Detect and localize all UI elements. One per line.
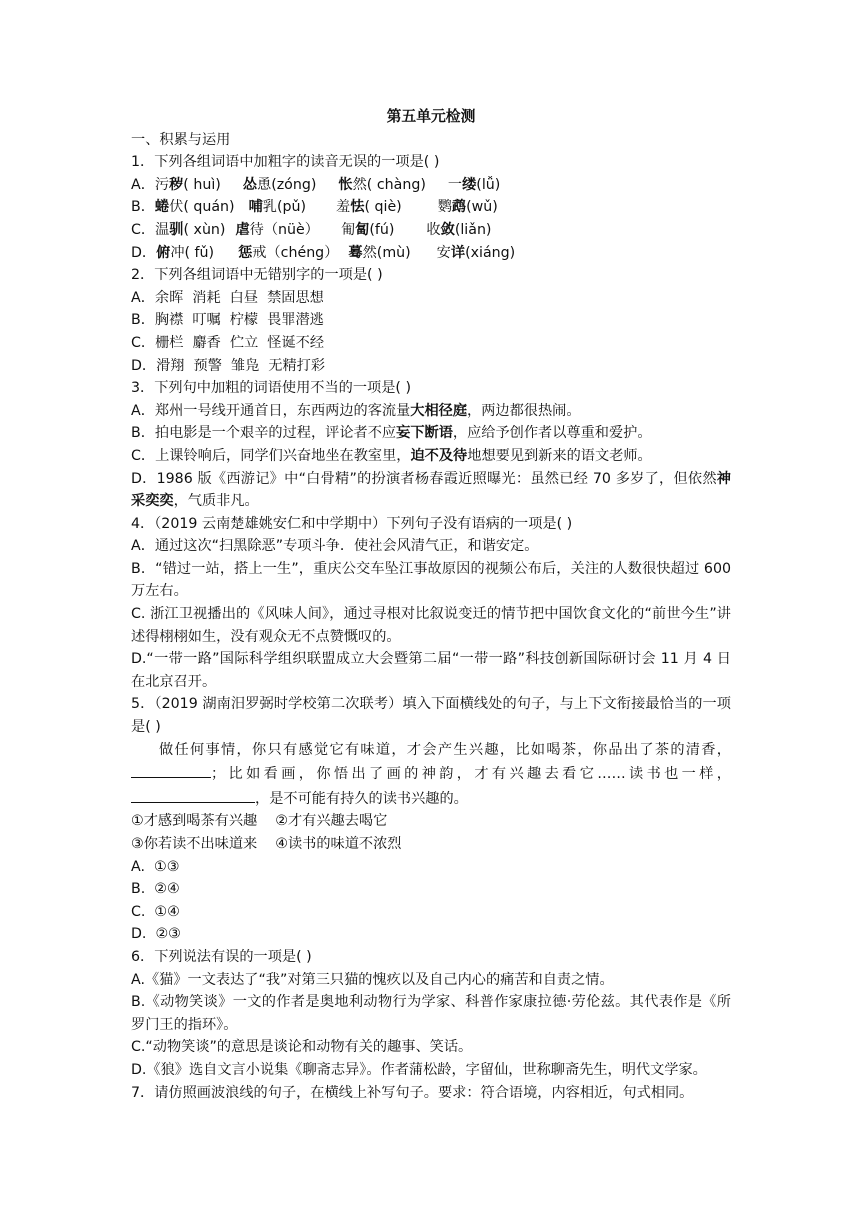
question-1-option-c: C．温驯( xùn) 虐待（nüè） 匍匐(fú) 收敛(liǎn): [131, 221, 492, 238]
question-5-passage: 做任何事情，你只有感觉它有味道，才会产生兴趣，比如喝茶，你品出了茶的清香，；比如看画，你悟出了画的神韵，才有兴趣去看它……读书也一样，，是不可能有持久的读书兴趣的。: [131, 739, 731, 811]
question-5-option-c: C. ①④: [131, 903, 180, 920]
question-6-stem: 6．下列说法有误的一项是( ): [131, 948, 312, 965]
question-1-option-a: A．污秽( huì) 怂恿(zóng) 怅然( chàng) 一缕(lǚ): [131, 176, 501, 193]
question-6-option-d: D.《狼》选自文言小说集《聊斋志异》。作者蒲松龄，字留仙，世称聊斋先生，明代文学家。: [131, 1061, 707, 1078]
page-title: 第五单元检测: [386, 108, 476, 125]
question-6-option-b: B.《动物笑谈》一文的作者是奥地利动物行为学家、科普作家康拉德·劳伦兹。其代表作是《所罗门王的指环》。: [131, 994, 731, 1033]
exam-page: [131, 106, 731, 1104]
question-2-option-d: D．滑翔 预警 雏凫 无精打彩: [131, 357, 326, 374]
question-4-option-d: D.“一带一路”国际科学组织联盟成立大会暨第二届“一带一路”科技创新国际研讨会 11 月 4 日在北京召开。: [131, 651, 731, 690]
question-4-stem: 4．（2019 云南楚雄姚安仁和中学期中）下列句子没有语病的一项是( ): [131, 515, 573, 532]
answer-blank-1[interactable]: [131, 761, 211, 778]
question-6-option-c: C.“动物笑谈”的意思是谈论和动物有关的趣事、笑话。: [131, 1039, 473, 1056]
question-4-option-c: C. 浙江卫视播出的《风味人间》，通过寻根对比叙说变迁的情节把中国饮食文化的“前世今生”讲述得栩栩如生，没有观众无不点赞慨叹的。: [131, 606, 731, 645]
question-1-stem: 1．下列各组词语中加粗字的读音无误的一项是( ): [131, 154, 440, 171]
question-2-option-b: B．胸襟 叮嘱 柠檬 畏罪潜逃: [131, 312, 324, 329]
question-6-option-a: A.《猫》一文表达了“我”对第三只猫的愧疚以及自己内心的痛苦和自责之情。: [131, 971, 614, 988]
question-3-option-b: B．拍电影是一个艰辛的过程，评论者不应妄下断语，应给予创作者以尊重和爱护。: [131, 425, 652, 442]
question-1-option-b: B．蜷伏( quán) 哺乳(pǔ) 羞怯( qiè) 鹦鹉(wǔ): [131, 199, 498, 216]
question-3-option-c: C．上课铃响后，同学们兴奋地坐在教室里，迫不及待地想要见到新来的语文老师。: [131, 447, 652, 464]
answer-blank-2[interactable]: [131, 786, 255, 803]
question-3-option-d: D．1986 版《西游记》中“白骨精”的扮演者杨春霞近照曝光：虽然已经 70 多岁了，但依然神采奕奕，气质非凡。: [131, 470, 731, 510]
question-1-option-d: D．俯冲( fǔ) 惩戒（chéng） 蓦然(mù) 安详(xiáng): [131, 244, 516, 261]
question-4-option-a: A．通过这次“扫黑除恶”专项斗争．使社会风清气正，和谐安定。: [131, 538, 539, 555]
question-2-option-c: C．栅栏 麝香 伫立 怪诞不经: [131, 334, 325, 351]
question-5-choices-row-2: ③你若读不出味道来 ④读书的味道不浓烈: [131, 836, 402, 852]
question-5-option-a: A. ①③: [131, 858, 180, 875]
question-2-stem: 2．下列各组词语中无错别字的一项是( ): [131, 267, 383, 284]
question-2-option-a: A．余晖 消耗 白昼 禁固思想: [131, 289, 324, 306]
section-heading: 一、积累与运用: [131, 131, 231, 148]
question-3-stem: 3．下列句中加粗的词语使用不当的一项是( ): [131, 380, 411, 397]
question-5-choices-row-1: ①才感到喝茶有兴趣 ②才有兴趣去喝它: [131, 813, 388, 830]
question-4-option-b: B．“错过一站，搭上一生”，重庆公交车坠江事故原因的视频公布后，关注的人数很快超过 600 万左右。: [131, 560, 731, 600]
question-5-option-d: D. ②③: [131, 926, 181, 943]
question-3-option-a: A．郑州一号线开通首日，东西两边的客流量大相径庭，两边都很热闹。: [131, 402, 581, 419]
question-5-option-b: B. ②④: [131, 881, 180, 898]
question-7-stem: 7．请仿照画波浪线的句子，在横线上补写句子。要求：符合语境，内容相近，句式相同。: [131, 1084, 694, 1101]
question-5-stem: 5．（2019 湖南汨罗弼时学校第二次联考）填入下面横线处的句子，与上下文衔接最恰当的一项是( ): [131, 696, 731, 736]
